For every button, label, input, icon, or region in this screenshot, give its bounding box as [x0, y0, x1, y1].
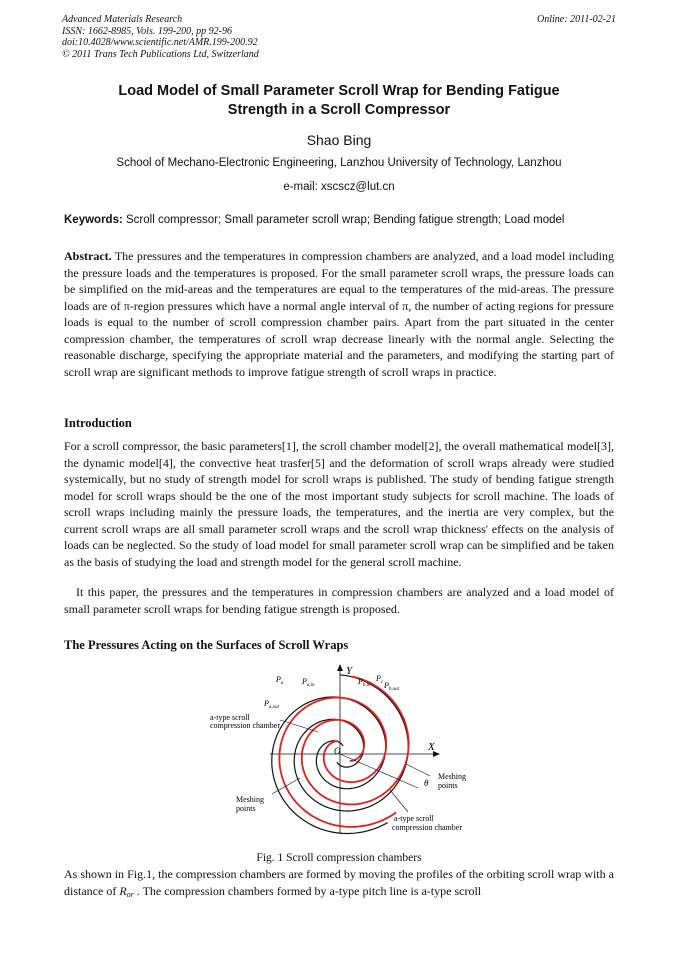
- label-pc: $P_c$: [376, 674, 384, 685]
- label-origin: O: [334, 746, 341, 756]
- section2-heading: The Pressures Acting on the Surfaces of Scroll Wraps: [64, 638, 349, 652]
- fixed-wrap-spiral-outer: [272, 697, 388, 834]
- affiliation: School of Mechano-Electronic Engineering, Lanzhou University of Technology, Lanzhou: [116, 157, 562, 169]
- label-atype-top-1: a-type scroll: [210, 713, 250, 722]
- label-x: X: [428, 741, 435, 753]
- label-atype-bottom-1: a-type scroll: [394, 814, 434, 823]
- journal-header: [62, 14, 616, 60]
- intro-paragraph-1: For a scroll compressor, the basic parameters[1], the scroll chamber model[2], the overall mathematical model[3], the dynamic model[4], the convective heat trasfer[5] and the deformation of scroll wraps already were studied systemically, but no study of strength model for scroll wraps is published. The study of bending fatigue strength model for scroll wraps should be the one of the most important study subjects for scroll machine. The loads of scroll wraps including mainly the pressure loads, the temperatures, and the inertia are very complex, but the current scroll wraps are all small parameter scroll wraps and the scroll wrap thickness' effects on the analysis of loads can be neglected. So the study of load model for small parameter scroll wrap can be simplified and be taken as the basis of studying the load and strength model for the general scroll machine.: [64, 439, 614, 569]
- label-atype-bottom-2: compression chamber: [392, 823, 462, 832]
- online-date: Online: 2011-02-21: [537, 14, 616, 25]
- orbiting-wrap-spiral-inner: [302, 677, 409, 805]
- label-y: Y: [346, 665, 353, 677]
- journal-name: Advanced Materials Research: [62, 14, 183, 25]
- orbiting-wrap-spiral-outer: [279, 698, 396, 827]
- label-mesh-right-1: Meshing: [438, 772, 466, 781]
- intro-heading: Introduction: [64, 416, 132, 430]
- intro-paragraph-2: It this paper, the pressures and the temperatures in compression chambers are analyzed and a load model of small parameter scroll wraps for bending fatigue strength is proposed.: [64, 585, 614, 616]
- label-paout: $P_{a,out}$: [264, 699, 280, 710]
- scroll-figure: [200, 662, 490, 842]
- issn: ISSN: 1662-8985, Vols. 199-200, pp 92-96: [62, 25, 232, 37]
- label-pbout: $P_{b,out}$: [384, 681, 400, 692]
- label-pbin: $P_{b,in}$: [358, 677, 371, 688]
- email: e-mail: xscscz@lut.cn: [283, 181, 395, 193]
- label-theta: θ: [424, 778, 429, 788]
- y-axis-arrow: [337, 664, 343, 671]
- figure-caption: Fig. 1 Scroll compression chambers: [256, 852, 422, 864]
- leader-atype-bottom: [390, 790, 408, 812]
- paper-title: Load Model of Small Parameter Scroll Wrap for Bending Fatigue Strength in a Scroll Compressor: [118, 83, 560, 118]
- author: Shao Bing: [306, 132, 372, 148]
- abstract-label: Abstract.: [64, 249, 112, 263]
- leader-mesh-right: [406, 764, 430, 776]
- label-mesh-right-2: points: [438, 781, 458, 790]
- label-pa: $P_a$: [276, 675, 284, 686]
- abstract: Abstract. The pressures and the temperatures in compression chambers are analyzed, and a load model including the pressure loads and the temperatures is proposed. For the small parameter scroll wraps, the pressure loads can be simplified on the mid-areas and the temperatures are equal to the temperatures of the mid-areas. The pressure loads are of π-region pressures which have a normal angle interval of π, the number of acting regions for pressure loads is equal to the number of scroll compression chamber pairs. Apart from the part situated in the center compression chamber, the temperatures of scroll wrap decrease linearly with the normal angle. Selecting the reasonable discharge, specifying the appropriate material and the parameters, and modifying the starting part of scroll wrap are significant methods to improve fatigue strength of scroll wraps in practice.: [64, 249, 614, 379]
- label-pain: $P_{a,in}$: [302, 677, 315, 688]
- copyright: © 2011 Trans Tech Publications Ltd, Switzerland: [62, 48, 259, 60]
- label-mesh-left-2: points: [236, 804, 256, 813]
- doi: doi:10.4028/www.scientific.net/AMR.199-200.92: [62, 37, 258, 48]
- keywords: Keywords: Scroll compressor; Small parameter scroll wrap; Bending fatigue strength; Load model: [64, 214, 565, 226]
- label-atype-top-2: compression chamber: [210, 721, 280, 730]
- fixed-wrap-spiral-inner: [294, 675, 408, 811]
- body-paragraph-3: As shown in Fig.1, the compression chambers are formed by moving the profiles of the orbiting scroll wrap with a distance of Ror . The compression chambers formed by a-type pitch line is a-type scroll: [64, 867, 614, 899]
- label-mesh-left-1: Meshing: [236, 795, 264, 804]
